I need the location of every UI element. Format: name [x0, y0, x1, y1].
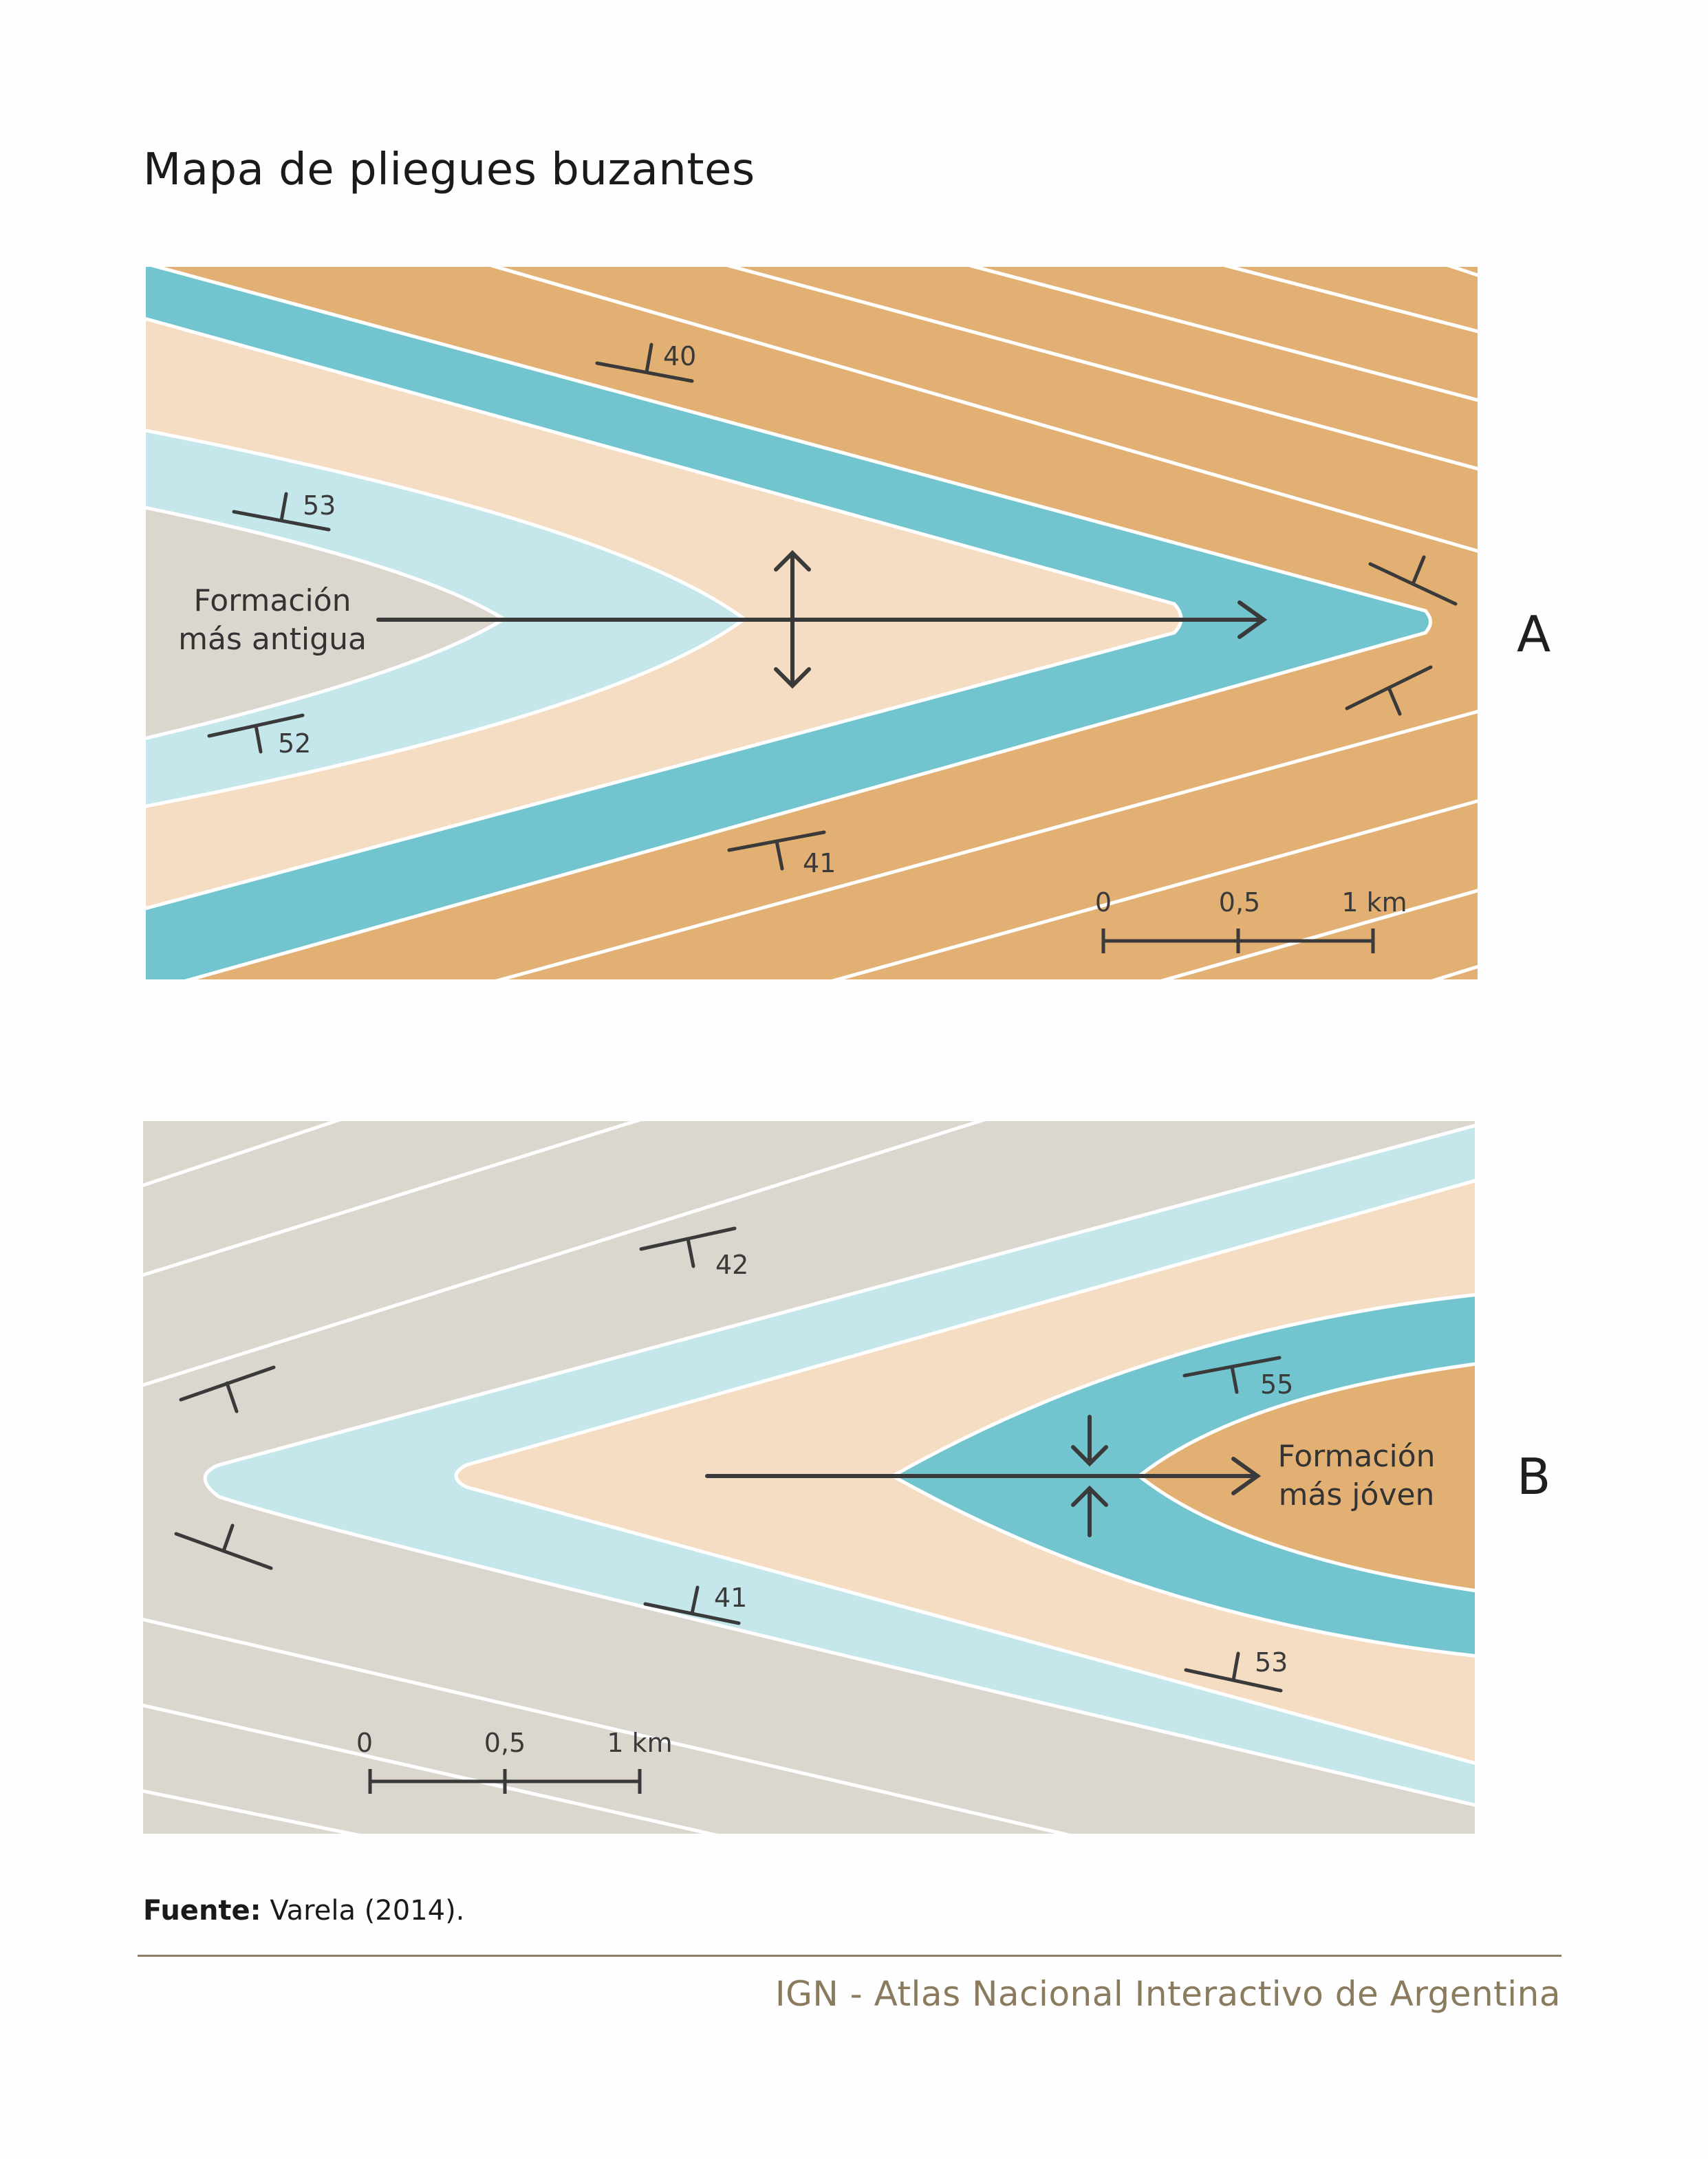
- panel-letter-b: B: [1517, 1448, 1551, 1506]
- formation-label-a-line2: más antigua: [178, 622, 367, 657]
- dip-label-41: 41: [803, 848, 836, 878]
- dip-label-53: 53: [1255, 1647, 1288, 1678]
- scale-b-half: 0,5: [484, 1728, 526, 1758]
- panel-letter-a: A: [1517, 605, 1551, 663]
- fold-map-b: [143, 1121, 1475, 1834]
- footer-credit: IGN - Atlas Nacional Interactivo de Argentina: [775, 1974, 1561, 2014]
- source-label: Fuente:: [143, 1895, 261, 1927]
- page-title: Mapa de pliegues buzantes: [143, 144, 755, 195]
- dip-label-42: 42: [715, 1250, 749, 1280]
- dip-label-40: 40: [663, 341, 697, 371]
- dip-label-53: 53: [303, 490, 336, 521]
- footer-divider: [138, 1955, 1561, 1957]
- scale-b-one: 1 km: [607, 1728, 673, 1758]
- dip-label-41: 41: [714, 1583, 748, 1613]
- formation-label-b-line2: más jóven: [1278, 1477, 1435, 1512]
- dip-label-55: 55: [1260, 1369, 1294, 1400]
- source-note: [143, 1895, 464, 1927]
- formation-label-a-line1: Formación: [193, 583, 352, 618]
- source-value: Varela (2014).: [270, 1895, 465, 1927]
- scale-b-zero: 0: [356, 1728, 374, 1758]
- scale-a-half: 0,5: [1218, 887, 1261, 918]
- scale-a-zero: 0: [1094, 887, 1112, 918]
- formation-label-b-line1: Formación: [1277, 1439, 1436, 1474]
- dip-label-52: 52: [278, 728, 312, 759]
- scale-a-one: 1 km: [1341, 887, 1407, 918]
- fold-map-a: [146, 267, 1478, 979]
